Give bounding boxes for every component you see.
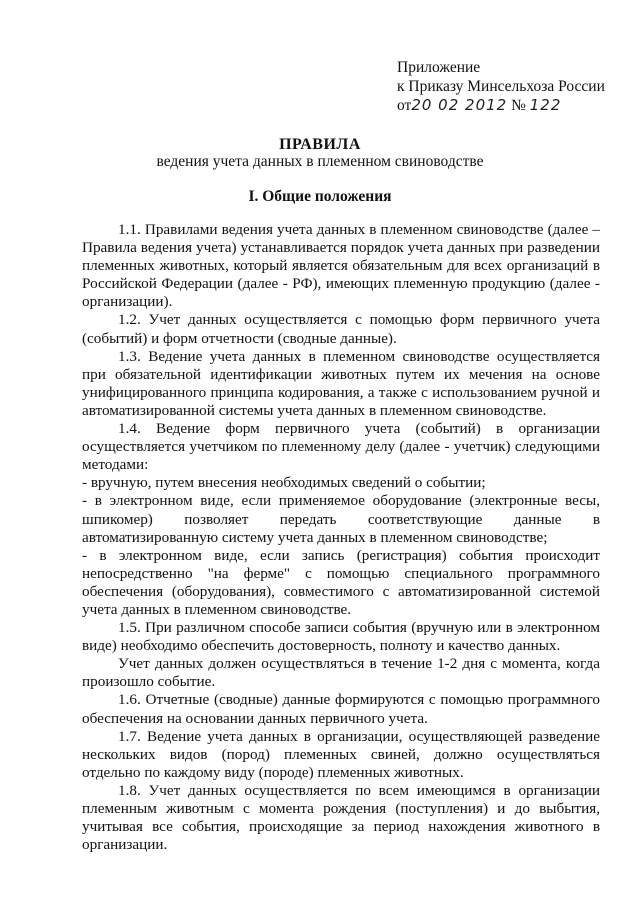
appendix-date-prefix: от bbox=[397, 97, 412, 114]
document-body bbox=[82, 221, 600, 854]
list-item-electronic-farm: - в электронном виде, если запись (регистрация) события происходит непосредственно "на ферме" с помощью специального программного обеспечения (оборудования), совместимого с автоматизированной системой учета данных в племенном свиноводстве. bbox=[82, 546, 600, 618]
appendix-order-ref: к Приказу Минсельхоза России bbox=[397, 78, 605, 95]
paragraph-1-2: 1.2. Учет данных осуществляется с помощью форм первичного учета (событий) и форм отчетности (сводные данные). bbox=[82, 311, 600, 347]
paragraph-1-5-timing: Учет данных должен осуществляться в течение 1-2 дня с момента, когда произошло событие. bbox=[82, 655, 600, 691]
appendix-block bbox=[397, 58, 605, 115]
document-subtitle: ведения учета данных в племенном свиноводстве bbox=[156, 153, 484, 170]
paragraph-1-7: 1.7. Ведение учета данных в организации, осуществляющей разведение нескольких видов (пород) племенных свиней, должно осуществляться отдельно по каждому виду (породе) племенных животных. bbox=[82, 727, 600, 781]
paragraph-1-3: 1.3. Ведение учета данных в племенном свиноводстве осуществляется при обязательной идентификации животных путем их мечения на основе унифицированного принципа кодирования, а также с использованием ручной и автоматизированной системы учета данных в племенном свиноводстве. bbox=[82, 347, 600, 419]
appendix-label: Приложение bbox=[397, 59, 481, 76]
appendix-number-sign: № bbox=[511, 97, 526, 114]
paragraph-1-4: 1.4. Ведение форм первичного учета (событий) в организации осуществляется учетчиком по племенному делу (далее - учетчик) следующими методами: bbox=[82, 420, 600, 474]
document-title: ПРАВИЛА bbox=[279, 136, 361, 153]
appendix-handwritten-date: 20 02 2012 bbox=[411, 96, 508, 114]
paragraph-1-6: 1.6. Отчетные (сводные) данные формируются с помощью программного обеспечения на основании данных первичного учета. bbox=[82, 691, 600, 727]
section-heading: I. Общие положения bbox=[248, 188, 392, 205]
paragraph-1-5: 1.5. При различном способе записи события (вручную или в электронном виде) необходимо обеспечить достоверность, полноту и качество данных. bbox=[82, 619, 600, 655]
appendix-date-line bbox=[397, 96, 605, 115]
list-item-manual: - вручную, путем внесения необходимых сведений о событии; bbox=[82, 474, 486, 492]
paragraph-1-8: 1.8. Учет данных осуществляется по всем имеющимся в организации племенным животным с момента рождения (поступления) и до выбытия, учитывая все события, происходящие за период нахождения животного в организации. bbox=[82, 781, 600, 854]
paragraph-1-1: 1.1. Правилами ведения учета данных в племенном свиноводстве (далее – Правила ведения учета) устанавливается порядок учета данных при разведении племенных животных, который является обязательным для всех организаций в Российской Федерации (далее - РФ), имеющих племенную продукцию (далее - организации). bbox=[82, 221, 600, 311]
list-item-electronic-equipment: - в электронном виде, если применяемое оборудование (электронные весы, шпикомер) позволяет передать соответствующие данные в автоматизированную систему учета данных в племенном свиноводстве; bbox=[82, 492, 600, 546]
appendix-handwritten-number: 122 bbox=[529, 96, 562, 114]
